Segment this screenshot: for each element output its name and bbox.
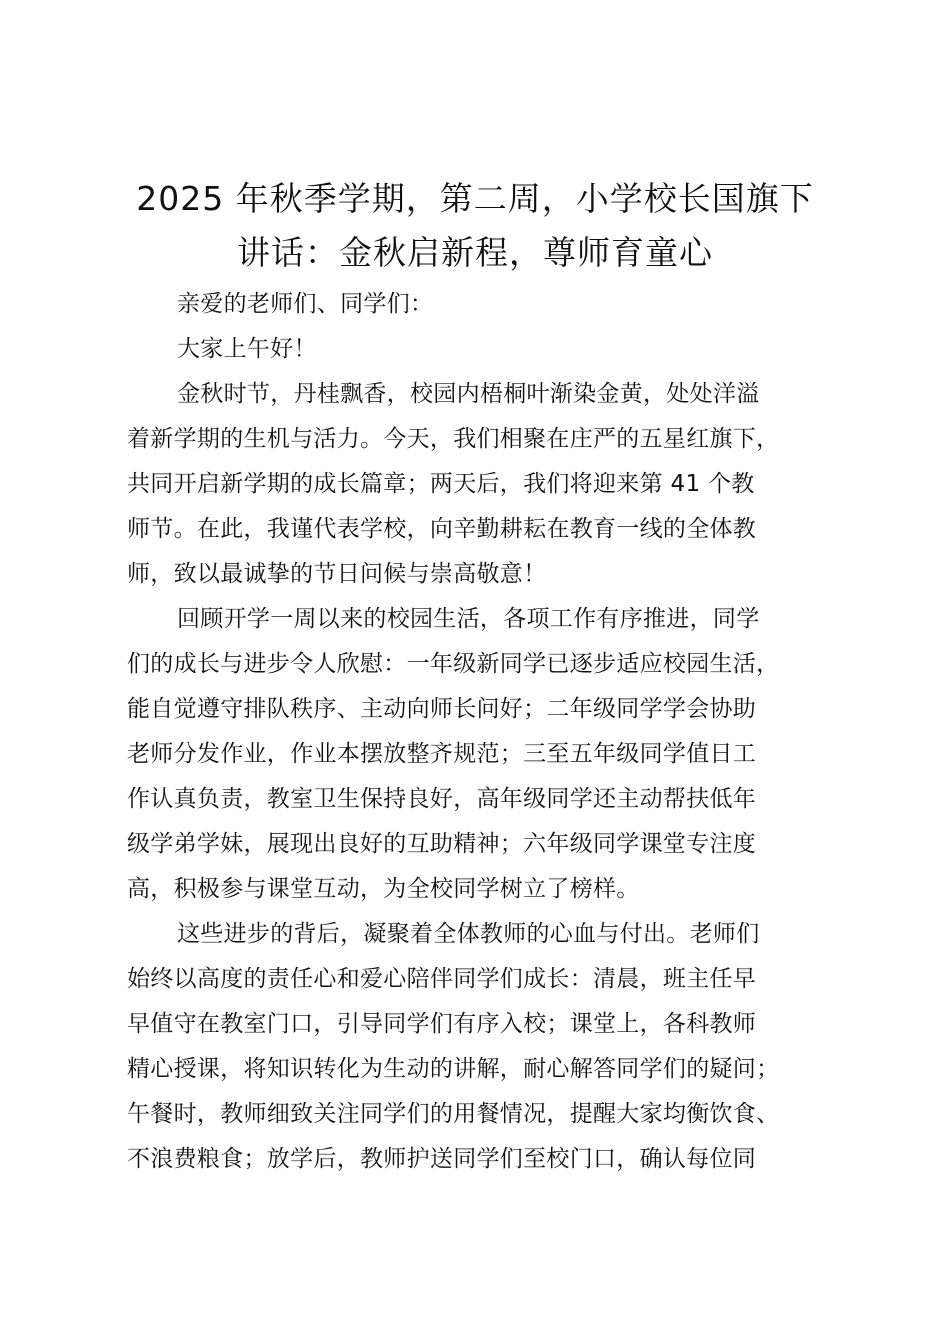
paragraph-line: 着新学期的生机与活力。今天，我们相聚在庄严的五星红旗下， <box>127 426 780 452</box>
body-paragraph <box>127 597 837 912</box>
paragraph-line: 们的成长与进步令人欣慰：一年级新同学已逐步适应校园生活， <box>127 651 780 677</box>
paragraph-line: 能自觉遵守排队秩序、主动向师长问好；二年级同学学会协助 <box>127 696 757 722</box>
document-title <box>110 172 840 280</box>
paragraph-line: 老师分发作业，作业本摆放整齐规范；三至五年级同学值日工 <box>127 741 757 767</box>
paragraph-line: 金秋时节，丹桂飘香，校园内梧桐叶渐染金黄，处处洋溢 <box>177 381 760 407</box>
paragraph-line: 亲爱的老师们、同学们： <box>177 291 434 317</box>
salutation-paragraph <box>127 282 837 327</box>
paragraph-line: 回顾开学一周以来的校园生活，各项工作有序推进，同学 <box>177 606 760 632</box>
paragraph-line: 始终以高度的责任心和爱心陪伴同学们成长：清晨，班主任早 <box>127 966 757 992</box>
paragraph-line: 共同开启新学期的成长篇章；两天后，我们将迎来第 41 个教 <box>127 471 755 497</box>
body-paragraph <box>127 372 837 597</box>
paragraph-line: 作认真负责，教室卫生保持良好，高年级同学还主动帮扶低年 <box>127 786 757 812</box>
paragraph-line: 师，致以最诚挚的节日问候与崇高敬意！ <box>127 561 547 587</box>
title-line: 2025 年秋季学期，第二周，小学校长国旗下 <box>136 179 814 218</box>
paragraph-line: 早值守在教室门口，引导同学们有序入校；课堂上，各科教师 <box>127 1011 757 1037</box>
title-line: 讲话：金秋启新程，尊师育童心 <box>237 233 713 272</box>
greeting-paragraph <box>127 327 837 372</box>
paragraph-line: 精心授课，将知识转化为生动的讲解，耐心解答同学们的疑问； <box>127 1056 780 1082</box>
paragraph-line: 高，积极参与课堂互动，为全校同学树立了榜样。 <box>127 876 640 902</box>
paragraph-line: 师节。在此，我谨代表学校，向辛勤耕耘在教育一线的全体教 <box>127 516 757 542</box>
paragraph-line: 级学弟学妹，展现出良好的互助精神；六年级同学课堂专注度 <box>127 831 757 857</box>
body-paragraph <box>127 912 837 1182</box>
paragraph-line: 不浪费粮食；放学后，教师护送同学们至校门口，确认每位同 <box>127 1146 757 1172</box>
paragraph-line: 这些进步的背后，凝聚着全体教师的心血与付出。老师们 <box>177 921 760 947</box>
paragraph-line: 大家上午好！ <box>177 336 317 362</box>
paragraph-line: 午餐时，教师细致关注同学们的用餐情况，提醒大家均衡饮食、 <box>127 1101 780 1127</box>
document-body <box>127 282 837 1182</box>
